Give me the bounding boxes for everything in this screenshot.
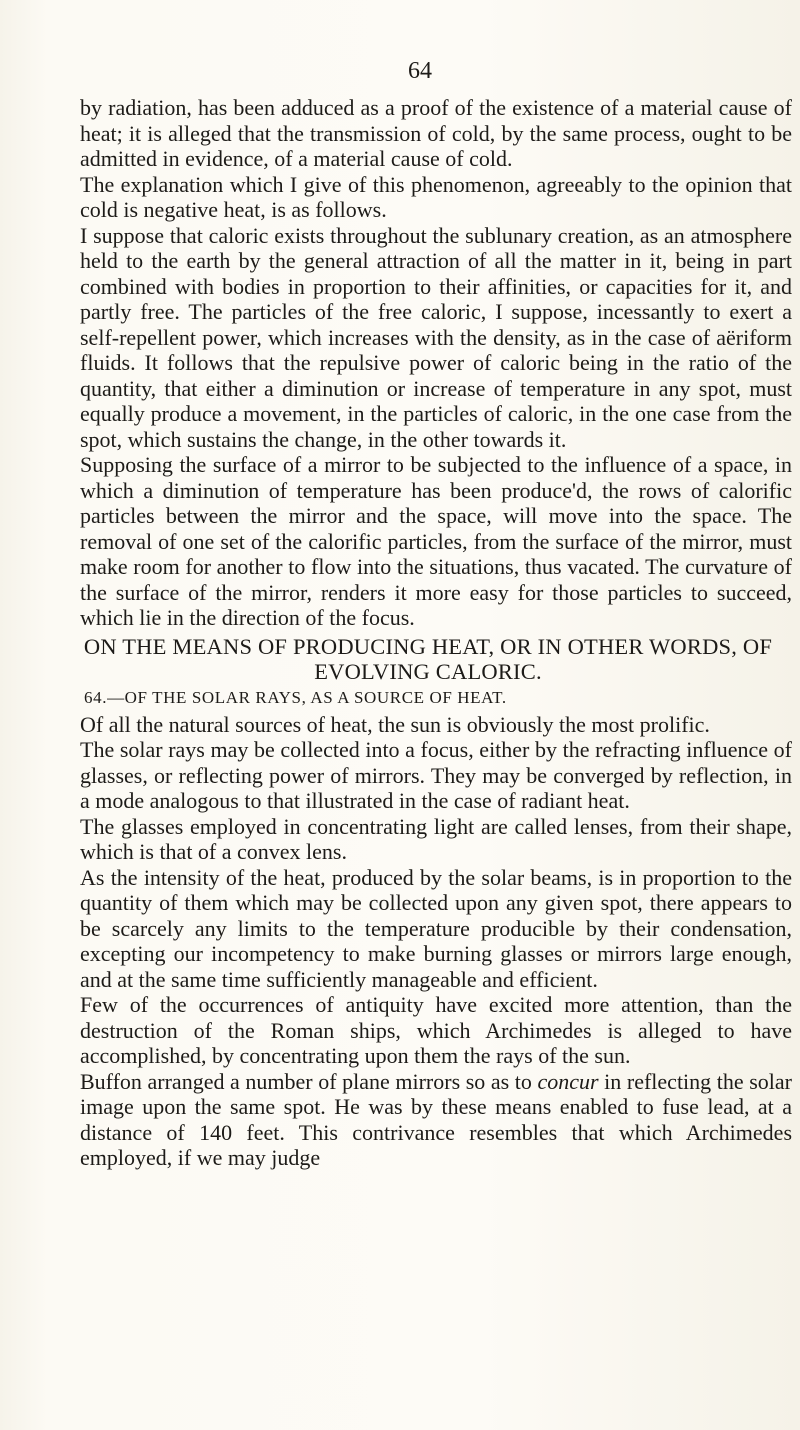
paragraph: The explanation which I give of this phenomenon, agreeably to the opinion that cold is negative heat, is as follows. (80, 171, 792, 222)
paragraph: As the intensity of the heat, produced by the solar beams, is in proportion to the quantity of them which may be collected upon any given spot, there appears to be scarcely any limits to the temperature producible by their condensation, excepting our incompetency to make burning glasses or mirrors large enough, and at the same time sufficiently manageable and efficient. (80, 864, 792, 992)
paragraph: by radiation, has been adduced as a proof of the existence of a material cause of heat; it is alleged that the transmission of cold, by the same process, ought to be admitted in evidence, of a material cause of cold. (80, 95, 792, 171)
paragraph: Supposing the surface of a mirror to be subjected to the influence of a space, in which a diminution of temperature has been produce'd, the rows of calorific particles between the mirror and the space, will move into the space. The removal of one set of the calorific particles, from the surface of the mirror, must make room for another to flow into the situations, thus vacated. The curvature of the surface of the mirror, renders it more easy for those particles to succeed, which lie in the direction of the focus. (80, 452, 792, 630)
paragraph: Few of the occurrences of antiquity have excited more attention, than the destruction of the Roman ships, which Archimedes is alleged to have accomplished, by concentrating upon them the rays of the sun. (80, 992, 792, 1068)
section-subtitle: —OF THE SOLAR RAYS, AS A SOURCE OF HEAT. (107, 687, 507, 707)
paragraph: The glasses employed in concentrating light are called lenses, from their shape, which is that of a convex lens. (80, 813, 792, 864)
section-subheading (80, 687, 792, 709)
section-number: 64. (84, 687, 108, 707)
paragraph-text: Buffon arranged a number of plane mirrors so as to (80, 1068, 538, 1094)
paragraph: The solar rays may be collected into a focus, either by the refracting influence of glasses, or reflecting power of mirrors. They may be converged by reflection, in a mode analogous to that illustrated in the case of radiant heat. (80, 737, 792, 813)
paragraph-text: in reflecting the solar image upon the same spot. He was by these means enabled to fuse lead, at a distance of 140 feet. This contrivance resembles that which Archimedes employed, if we may judge (80, 1068, 792, 1170)
emphasized-word: concur (537, 1068, 599, 1094)
paragraph: I suppose that caloric exists throughout the sublunary creation, as an atmosphere held to the earth by the general attraction of all the matter in it, being in part combined with bodies in proportion to their affinities, or capacities for it, and partly free. The particles of the free caloric, I suppose, incessantly to exert a self-repellent power, which increases with the density, as in the case of aëriform fluids. It follows that the repulsive power of caloric being in the ratio of the quantity, that either a diminution or increase of temperature in any spot, must equally produce a movement, in the particles of caloric, in the one case from the spot, which sustains the change, in the other towards it. (80, 222, 792, 452)
paragraph-buffon (80, 1069, 792, 1171)
section-heading: ON THE MEANS OF PRODUCING HEAT, OR IN OTHER WORDS, OF EVOLVING CALORIC. (83, 633, 773, 684)
paragraph: Of all the natural sources of heat, the sun is obviously the most prolific. (80, 711, 710, 737)
page-number: 64 (408, 58, 432, 84)
page-body (80, 95, 792, 1171)
